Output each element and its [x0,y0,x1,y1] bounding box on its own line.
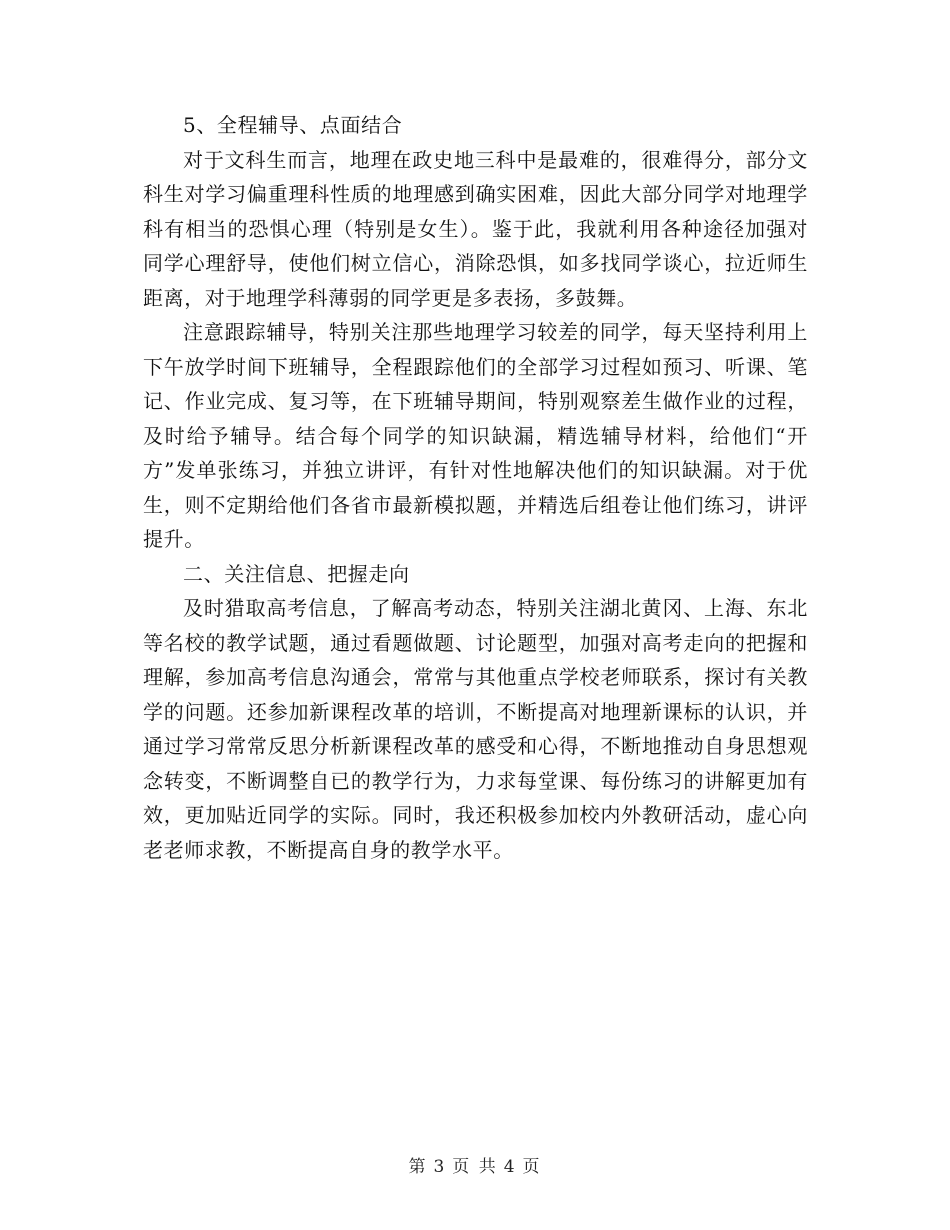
footer-current-page: 3 [433,1157,447,1177]
footer-prefix: 第 [408,1157,428,1177]
paragraph-2: 注意跟踪辅导，特别关注那些地理学习较差的同学，每天坚持利用上下午放学时间下班辅导，全程跟踪他们的全部学习过程如预习、听课、笔记、作业完成、复习等，在下班辅导期间，特别观察差生做作业的过程，及时给予辅导。结合每个同学的知识缺漏，精选辅导材料，给他们“开方”发单张练习，并独立讲评，有针对性地解决他们的知识缺漏。对于优生，则不定期给他们各省市最新模拟题，并精选后组卷让他们练习，讲评提升。 [143,320,808,551]
footer-suffix: 页 [522,1157,542,1177]
footer-middle: 页 共 [452,1157,498,1177]
section-heading-2: 二、关注信息、把握走向 [183,561,410,586]
page-footer [0,1152,950,1177]
section-heading-5: 5、全程辅导、点面结合 [183,113,403,137]
document-body [143,108,808,867]
footer-total-pages: 4 [503,1157,517,1177]
paragraph-1: 对于文科生而言，地理在政史地三科中是最难的，很难得分，部分文科生对学习偏重理科性质的地理感到确实困难，因此大部分同学对地理学科有相当的恐惧心理（特别是女生）。鉴于此，我就利用各种途径加强对同学心理舒导，使他们树立信心，消除恐惧，如多找同学谈心，拉近师生距离，对于地理学科薄弱的同学更是多表扬，多鼓舞。 [143,147,808,310]
paragraph-3: 及时猎取高考信息，了解高考动态，特别关注湖北黄冈、上海、东北等名校的教学试题，通过看题做题、讨论题型，加强对高考走向的把握和理解，参加高考信息沟通会，常常与其他重点学校老师联系，探讨有关教学的问题。还参加新课程改革的培训，不断提高对地理新课标的认识，并通过学习常常反思分析新课程改革的感受和心得，不断地推动自身思想观念转变，不断调整自已的教学行为，力求每堂课、每份练习的讲解更加有效，更加贴近同学的实际。同时，我还积极参加校内外教研活动，虚心向老老师求教，不断提高自身的教学水平。 [143,596,808,862]
